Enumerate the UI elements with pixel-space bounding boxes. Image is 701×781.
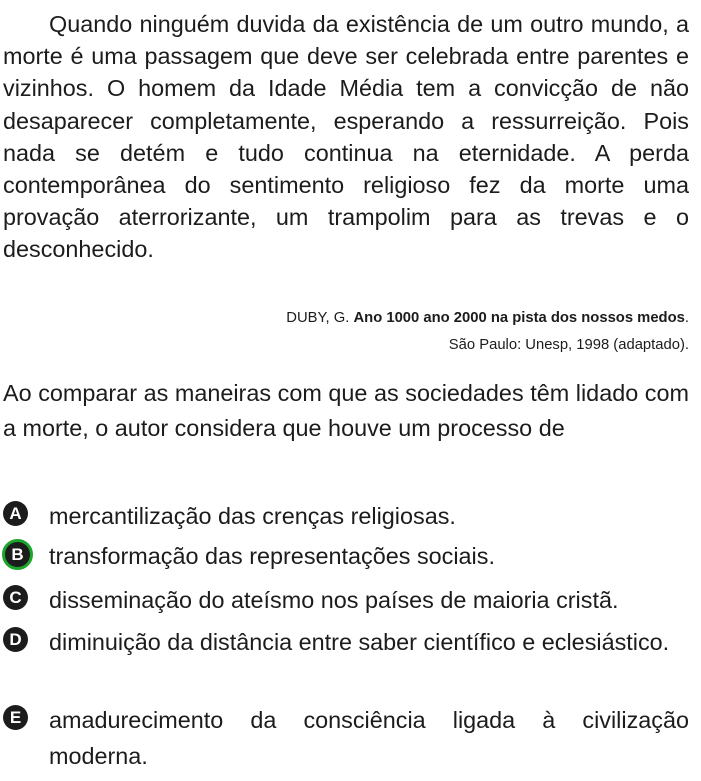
citation-publication: São Paulo: Unesp, 1998 (adaptado).	[448, 337, 689, 353]
option-text: disseminação do ateísmo nos países de maioria cristã.	[49, 587, 619, 613]
option-text: transformação das representações sociais.	[49, 543, 495, 569]
option-letter-badge: A	[3, 501, 28, 526]
option-text: amadurecimento da consciência ligada à civilização moderna.	[49, 707, 689, 769]
option-c[interactable]	[3, 582, 689, 618]
option-letter-badge: C	[3, 585, 28, 610]
option-text: diminuição da distância entre saber científico e eclesiástico.	[49, 629, 670, 655]
question-stem: Ao comparar as maneiras com que as sociedades têm lidado com a morte, o autor considera que houve um processo de	[3, 380, 689, 441]
option-letter-badge-correct: B	[2, 539, 33, 570]
option-letter-badge: E	[3, 705, 28, 730]
option-d[interactable]	[3, 624, 689, 660]
citation-reference	[29, 308, 689, 328]
citation-title: Ano 1000 ano 2000 na pista dos nossos medos	[353, 310, 685, 326]
passage-text: Quando ninguém duvida da existência de um outro mundo, a morte é uma passagem que deve ser celebrada entre parentes e vizinhos. O homem da Idade Média tem a convicção de não desaparecer completamente, esperando a ressurreição. Pois nada se detém e tudo continua na eternidade. A perda contemporânea do sentimento religioso fez da morte uma provação aterrorizante, um trampolim para as trevas e o desconhecido.	[3, 11, 689, 263]
option-text: mercantilização das crenças religiosas.	[49, 503, 456, 529]
option-letter-badge: D	[3, 627, 28, 652]
option-e[interactable]	[3, 702, 689, 774]
option-b[interactable]	[3, 538, 689, 574]
citation-title-end: .	[684, 310, 689, 326]
citation-author: DUBY, G.	[286, 310, 354, 326]
option-a[interactable]	[3, 498, 689, 534]
